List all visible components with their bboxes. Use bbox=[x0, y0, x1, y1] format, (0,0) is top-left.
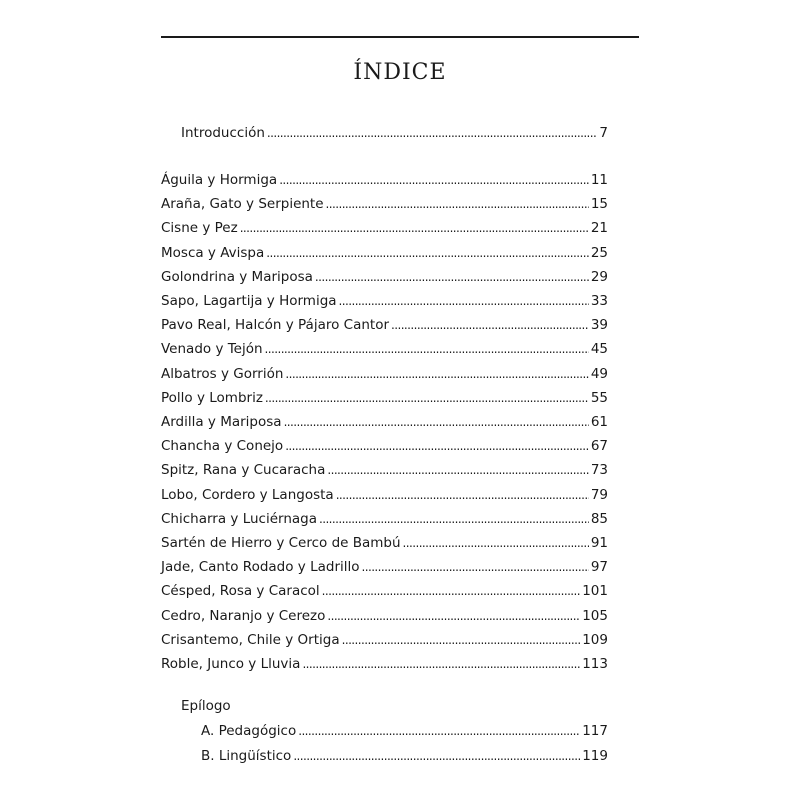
toc-entry-intro bbox=[181, 121, 608, 145]
page-title: ÍNDICE bbox=[353, 60, 447, 85]
toc-entry bbox=[161, 483, 608, 507]
toc-entry bbox=[161, 507, 608, 531]
toc-entry-label: Águila y Hormiga bbox=[161, 172, 278, 188]
toc-entry bbox=[161, 362, 608, 386]
toc-entry bbox=[161, 241, 608, 265]
dot-leader bbox=[298, 719, 580, 743]
dot-leader bbox=[391, 313, 589, 337]
dot-leader bbox=[362, 555, 589, 579]
toc-entry-page: 105 bbox=[582, 607, 608, 624]
toc-entry bbox=[161, 289, 608, 313]
dot-leader bbox=[322, 579, 581, 603]
epilogue-entry bbox=[201, 719, 608, 743]
toc-entry bbox=[161, 337, 608, 361]
toc-entry-page: 73 bbox=[590, 462, 608, 479]
dot-leader bbox=[315, 265, 589, 289]
dot-leader bbox=[326, 192, 589, 216]
toc-entry-label: Golondrina y Mariposa bbox=[161, 268, 313, 285]
toc-entry bbox=[161, 555, 608, 579]
toc-entry-page: 55 bbox=[590, 389, 608, 406]
toc-entry-page: 33 bbox=[590, 293, 608, 309]
toc-entry-page: 11 bbox=[590, 172, 608, 188]
toc-entry bbox=[161, 386, 608, 410]
toc-entry bbox=[161, 628, 608, 652]
toc-entry bbox=[161, 265, 608, 289]
toc-entry-page: 101 bbox=[582, 583, 608, 600]
toc-entry-label: Lobo, Cordero y Langosta bbox=[161, 486, 334, 503]
toc-entry-page: 67 bbox=[590, 438, 608, 455]
dot-leader bbox=[342, 628, 581, 652]
dot-leader bbox=[285, 434, 589, 458]
toc-entry-page: 113 bbox=[582, 656, 608, 672]
toc-entry-page: 79 bbox=[590, 486, 608, 503]
toc-entry-label: Cedro, Naranjo y Cerezo bbox=[161, 607, 326, 624]
toc-entry-page: 21 bbox=[590, 220, 608, 237]
toc-entry bbox=[161, 192, 608, 216]
toc-entry-label: Araña, Gato y Serpiente bbox=[161, 196, 324, 213]
epilogue-heading: Epílogo bbox=[181, 698, 231, 714]
toc-entry-label: Roble, Junco y Lluvia bbox=[161, 656, 301, 672]
toc-entry-label: A. Pedagógico bbox=[201, 723, 297, 739]
toc-entry-label: Jade, Canto Rodado y Ladrillo bbox=[161, 559, 360, 576]
dot-leader bbox=[339, 289, 589, 313]
dot-leader bbox=[265, 386, 589, 410]
toc-entry-page: 117 bbox=[582, 723, 608, 739]
dot-leader bbox=[284, 410, 589, 434]
dot-leader bbox=[279, 168, 589, 192]
toc-entry-page: 7 bbox=[599, 125, 608, 141]
toc-entry-page: 109 bbox=[582, 631, 608, 648]
toc-entry bbox=[161, 216, 608, 240]
toc-entry bbox=[161, 434, 608, 458]
toc-entry bbox=[161, 531, 608, 555]
toc-entry-page: 61 bbox=[590, 414, 608, 430]
toc-entry-label: Pavo Real, Halcón y Pájaro Cantor bbox=[161, 317, 390, 334]
toc-entry bbox=[161, 652, 608, 676]
toc-entry-label: Albatros y Gorrión bbox=[161, 365, 284, 382]
toc-entry-page: 49 bbox=[590, 365, 608, 382]
dot-leader bbox=[319, 507, 589, 531]
toc-entry bbox=[161, 458, 608, 482]
toc-entry-label: Mosca y Avispa bbox=[161, 244, 265, 261]
toc-entry-page: 97 bbox=[590, 559, 608, 576]
toc-entry-label: B. Lingüístico bbox=[201, 748, 292, 764]
toc-entry-label: Cisne y Pez bbox=[161, 220, 238, 237]
toc-entry-page: 85 bbox=[590, 510, 608, 527]
toc-entry-page: 15 bbox=[590, 196, 608, 213]
toc-entry-label: Ardilla y Mariposa bbox=[161, 414, 282, 430]
toc-entry bbox=[161, 410, 608, 434]
toc-entry-page: 91 bbox=[590, 535, 608, 551]
toc-entry-label: Césped, Rosa y Caracol bbox=[161, 583, 320, 600]
toc-entry-page: 25 bbox=[590, 244, 608, 261]
dot-leader bbox=[336, 483, 589, 507]
toc-entry bbox=[161, 579, 608, 603]
dot-leader bbox=[327, 604, 580, 628]
toc-entry-label: Sapo, Lagartija y Hormiga bbox=[161, 293, 337, 309]
dot-leader bbox=[327, 458, 588, 482]
toc-entry-page: 45 bbox=[590, 341, 608, 358]
toc-entry-label: Chancha y Conejo bbox=[161, 438, 284, 455]
toc-entry-page: 39 bbox=[590, 317, 608, 334]
toc-entry-label: Spitz, Rana y Cucaracha bbox=[161, 462, 326, 479]
toc-entry bbox=[161, 313, 608, 337]
toc-entry-page: 119 bbox=[582, 748, 608, 764]
toc-entry-label: Sartén de Hierro y Cerco de Bambú bbox=[161, 535, 401, 551]
dot-leader bbox=[285, 362, 588, 386]
dot-leader bbox=[266, 241, 589, 265]
toc-entry-label: Chicharra y Luciérnaga bbox=[161, 510, 317, 527]
dot-leader bbox=[267, 121, 598, 145]
toc-entry-label: Pollo y Lombriz bbox=[161, 389, 263, 406]
toc-entry-label: Introducción bbox=[181, 125, 265, 141]
toc-entry-label: Crisantemo, Chile y Ortiga bbox=[161, 631, 340, 648]
dot-leader bbox=[293, 744, 580, 768]
toc-entry bbox=[161, 168, 608, 192]
dot-leader bbox=[302, 652, 580, 676]
dot-leader bbox=[403, 531, 589, 555]
dot-leader bbox=[265, 337, 589, 361]
epilogue-entry bbox=[201, 744, 608, 768]
toc-entry-label: Venado y Tejón bbox=[161, 341, 263, 358]
toc-entry bbox=[161, 604, 608, 628]
dot-leader bbox=[240, 216, 589, 240]
toc-entry-page: 29 bbox=[590, 268, 608, 285]
